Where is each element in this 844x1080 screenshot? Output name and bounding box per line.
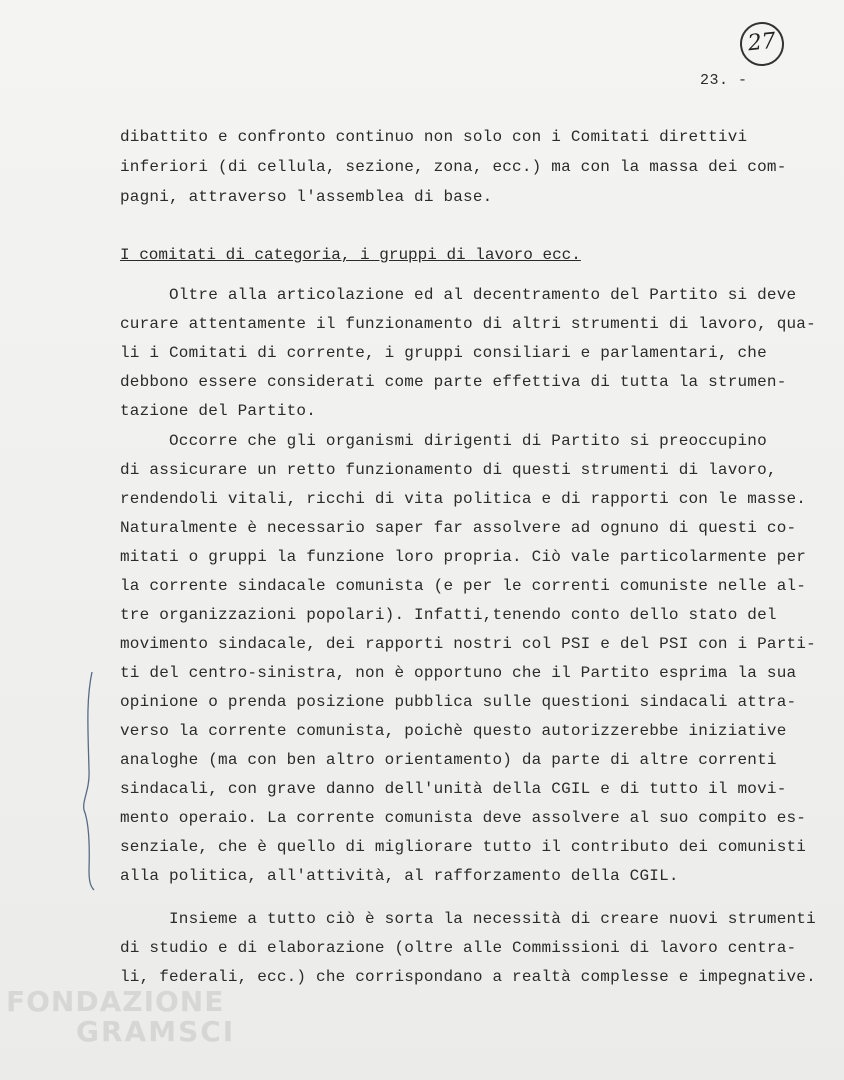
text-line: Occorre che gli organismi dirigenti di Partito si preoccupino [120,432,767,450]
watermark-line-2: GRAMSCI [76,1015,236,1048]
text-line: debbono essere considerati come parte effettiva di tutta la strumen- [120,373,787,391]
page-number: 23. - [700,72,748,89]
text-line: li i Comitati di corrente, i gruppi consiliari e parlamentari, che [120,344,767,362]
text-line: opinione o prenda posizione pubblica sulle questioni sindacali attra- [120,693,797,711]
margin-bracket-mark [80,670,100,892]
text-line: analoghe (ma con ben altro orientamento) da parte di altre correnti [120,751,777,769]
text-line: sindacali, con grave danno dell'unità della CGIL e di tutto il movi- [120,780,787,798]
text-line: ti del centro-sinistra, non è opportuno che il Partito esprima la sua [120,664,797,682]
text-line: rendendoli vitali, ricchi di vita politica e di rapporti con le masse. [120,490,807,508]
text-line: mitati o gruppi la funzione loro propria. Ciò vale particolarmente per [120,548,807,566]
text-line: la corrente sindacale comunista (e per le correnti comuniste nelle al- [120,577,807,595]
watermark-line-1: FONDAZIONE [6,985,225,1018]
text-line: Insieme a tutto ciò è sorta la necessità di creare nuovi strumenti [120,910,816,928]
text-line: Oltre alla articolazione ed al decentramento del Partito si deve [120,286,797,304]
handwritten-page-annotation: 27 [738,20,786,68]
section-heading: I comitati di categoria, i gruppi di lavoro ecc. [120,246,581,264]
text-line: senziale, che è quello di migliorare tutto il contributo dei comunisti [120,838,807,856]
text-line: di assicurare un retto funzionamento di questi strumenti di lavoro, [120,461,777,479]
text-line: di studio e di elaborazione (oltre alle Commissioni di lavoro centra- [120,939,797,957]
text-line: verso la corrente comunista, poichè questo autorizzerebbe iniziative [120,722,787,740]
text-line: inferiori (di cellula, sezione, zona, ecc.) ma con la massa dei com- [120,158,787,176]
text-line: curare attentamente il funzionamento di altri strumenti di lavoro, qua- [120,315,816,333]
text-line: Naturalmente è necessario saper far assolvere ad ognuno di questi co- [120,519,797,537]
text-line: mento operaio. La corrente comunista deve assolvere al suo compito es- [120,809,807,827]
text-line: tazione del Partito. [120,402,317,420]
text-line: alla politica, all'attività, al rafforzamento della CGIL. [120,867,679,885]
text-line: dibattito e confronto continuo non solo con i Comitati direttivi [120,128,748,146]
text-line: pagni, attraverso l'assemblea di base. [120,188,493,206]
text-line: tre organizzazioni popolari). Infatti,tenendo conto dello stato del [120,606,777,624]
text-line: li, federali, ecc.) che corrispondano a realtà complesse e impegnative. [120,968,816,986]
archive-watermark-logo [6,985,236,1048]
text-line: movimento sindacale, dei rapporti nostri col PSI e del PSI con i Parti- [120,635,816,653]
